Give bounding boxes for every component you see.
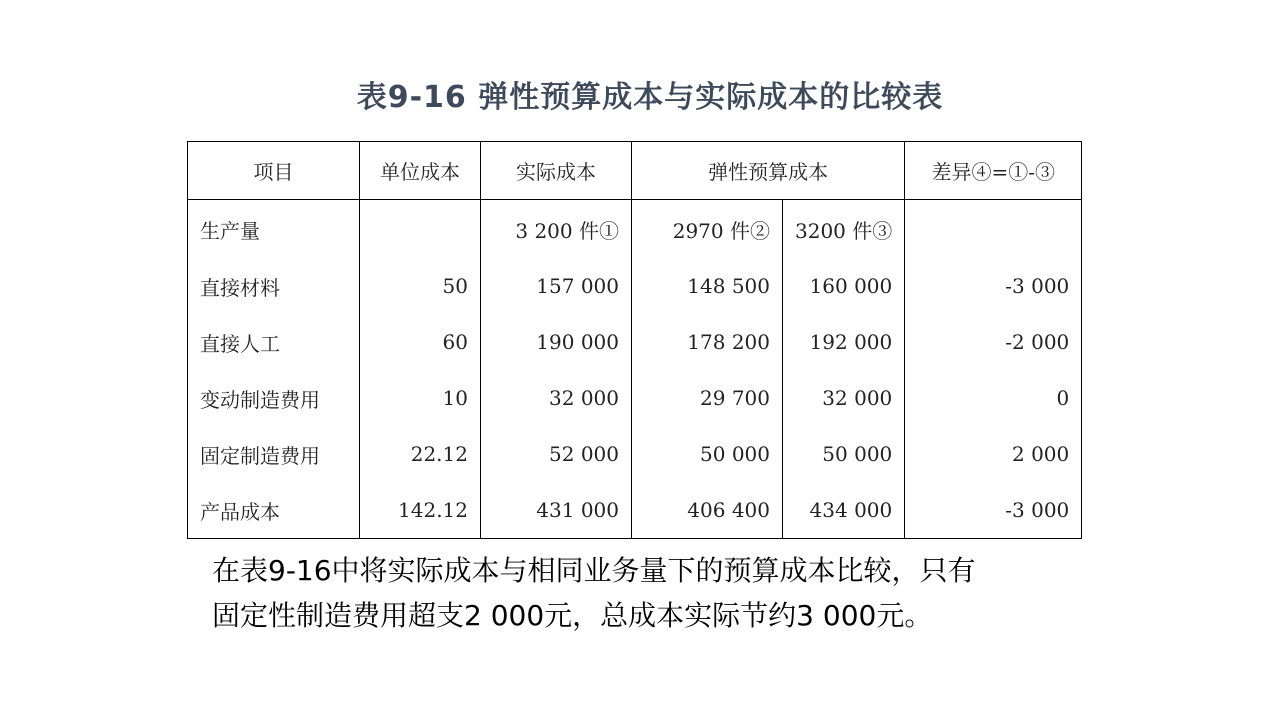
explanation-text <box>212 548 1112 638</box>
table-cell <box>905 200 1082 259</box>
table-cell: 192 000 <box>783 314 905 370</box>
table-cell: 160 000 <box>783 258 905 314</box>
table-cell <box>360 200 481 259</box>
table-row <box>188 370 1082 426</box>
table-cell: 157 000 <box>481 258 632 314</box>
table-cell: 22.12 <box>360 426 481 482</box>
table-cell: 406 400 <box>632 482 783 539</box>
table-cell: 10 <box>360 370 481 426</box>
table-cell: 190 000 <box>481 314 632 370</box>
table-cell: 0 <box>905 370 1082 426</box>
row-label: 产品成本 <box>188 482 360 539</box>
row-label: 生产量 <box>188 200 360 259</box>
table-row <box>188 426 1082 482</box>
table-cell: 50 <box>360 258 481 314</box>
table-cell: -3 000 <box>905 482 1082 539</box>
comparison-table <box>187 141 1082 539</box>
table-cell: -3 000 <box>905 258 1082 314</box>
table-row <box>188 314 1082 370</box>
header-cell: 单位成本 <box>360 142 481 200</box>
header-cell: 弹性预算成本 <box>632 142 905 200</box>
table-cell: 142.12 <box>360 482 481 539</box>
table-cell: 29 700 <box>632 370 783 426</box>
table-cell: 2970 件② <box>632 200 783 259</box>
table-row <box>188 258 1082 314</box>
header-cell: 差异④=①-③ <box>905 142 1082 200</box>
row-label: 直接人工 <box>188 314 360 370</box>
table-cell: 3 200 件① <box>481 200 632 259</box>
table-cell: 148 500 <box>632 258 783 314</box>
header-cell: 项目 <box>188 142 360 200</box>
table-cell: 434 000 <box>783 482 905 539</box>
explanation-line: 固定性制造费用超支2 000元，总成本实际节约3 000元。 <box>212 599 933 632</box>
table-cell: -2 000 <box>905 314 1082 370</box>
row-label: 直接材料 <box>188 258 360 314</box>
table-cell: 2 000 <box>905 426 1082 482</box>
table-row <box>188 200 1082 259</box>
table-cell: 50 000 <box>783 426 905 482</box>
table-title: 表9-16 弹性预算成本与实际成本的比较表 <box>356 80 944 115</box>
row-label: 变动制造费用 <box>188 370 360 426</box>
table-cell: 32 000 <box>783 370 905 426</box>
table-cell: 178 200 <box>632 314 783 370</box>
table-cell: 431 000 <box>481 482 632 539</box>
table-cell: 60 <box>360 314 481 370</box>
table-cell: 32 000 <box>481 370 632 426</box>
comparison-table-wrapper <box>187 141 1082 539</box>
table-cell: 52 000 <box>481 426 632 482</box>
explanation-line: 在表9-16中将实际成本与相同业务量下的预算成本比较，只有 <box>212 554 976 587</box>
table-cell: 50 000 <box>632 426 783 482</box>
table-row <box>188 482 1082 539</box>
table-cell: 3200 件③ <box>783 200 905 259</box>
table-header-row <box>188 142 1082 200</box>
row-label: 固定制造费用 <box>188 426 360 482</box>
header-cell: 实际成本 <box>481 142 632 200</box>
